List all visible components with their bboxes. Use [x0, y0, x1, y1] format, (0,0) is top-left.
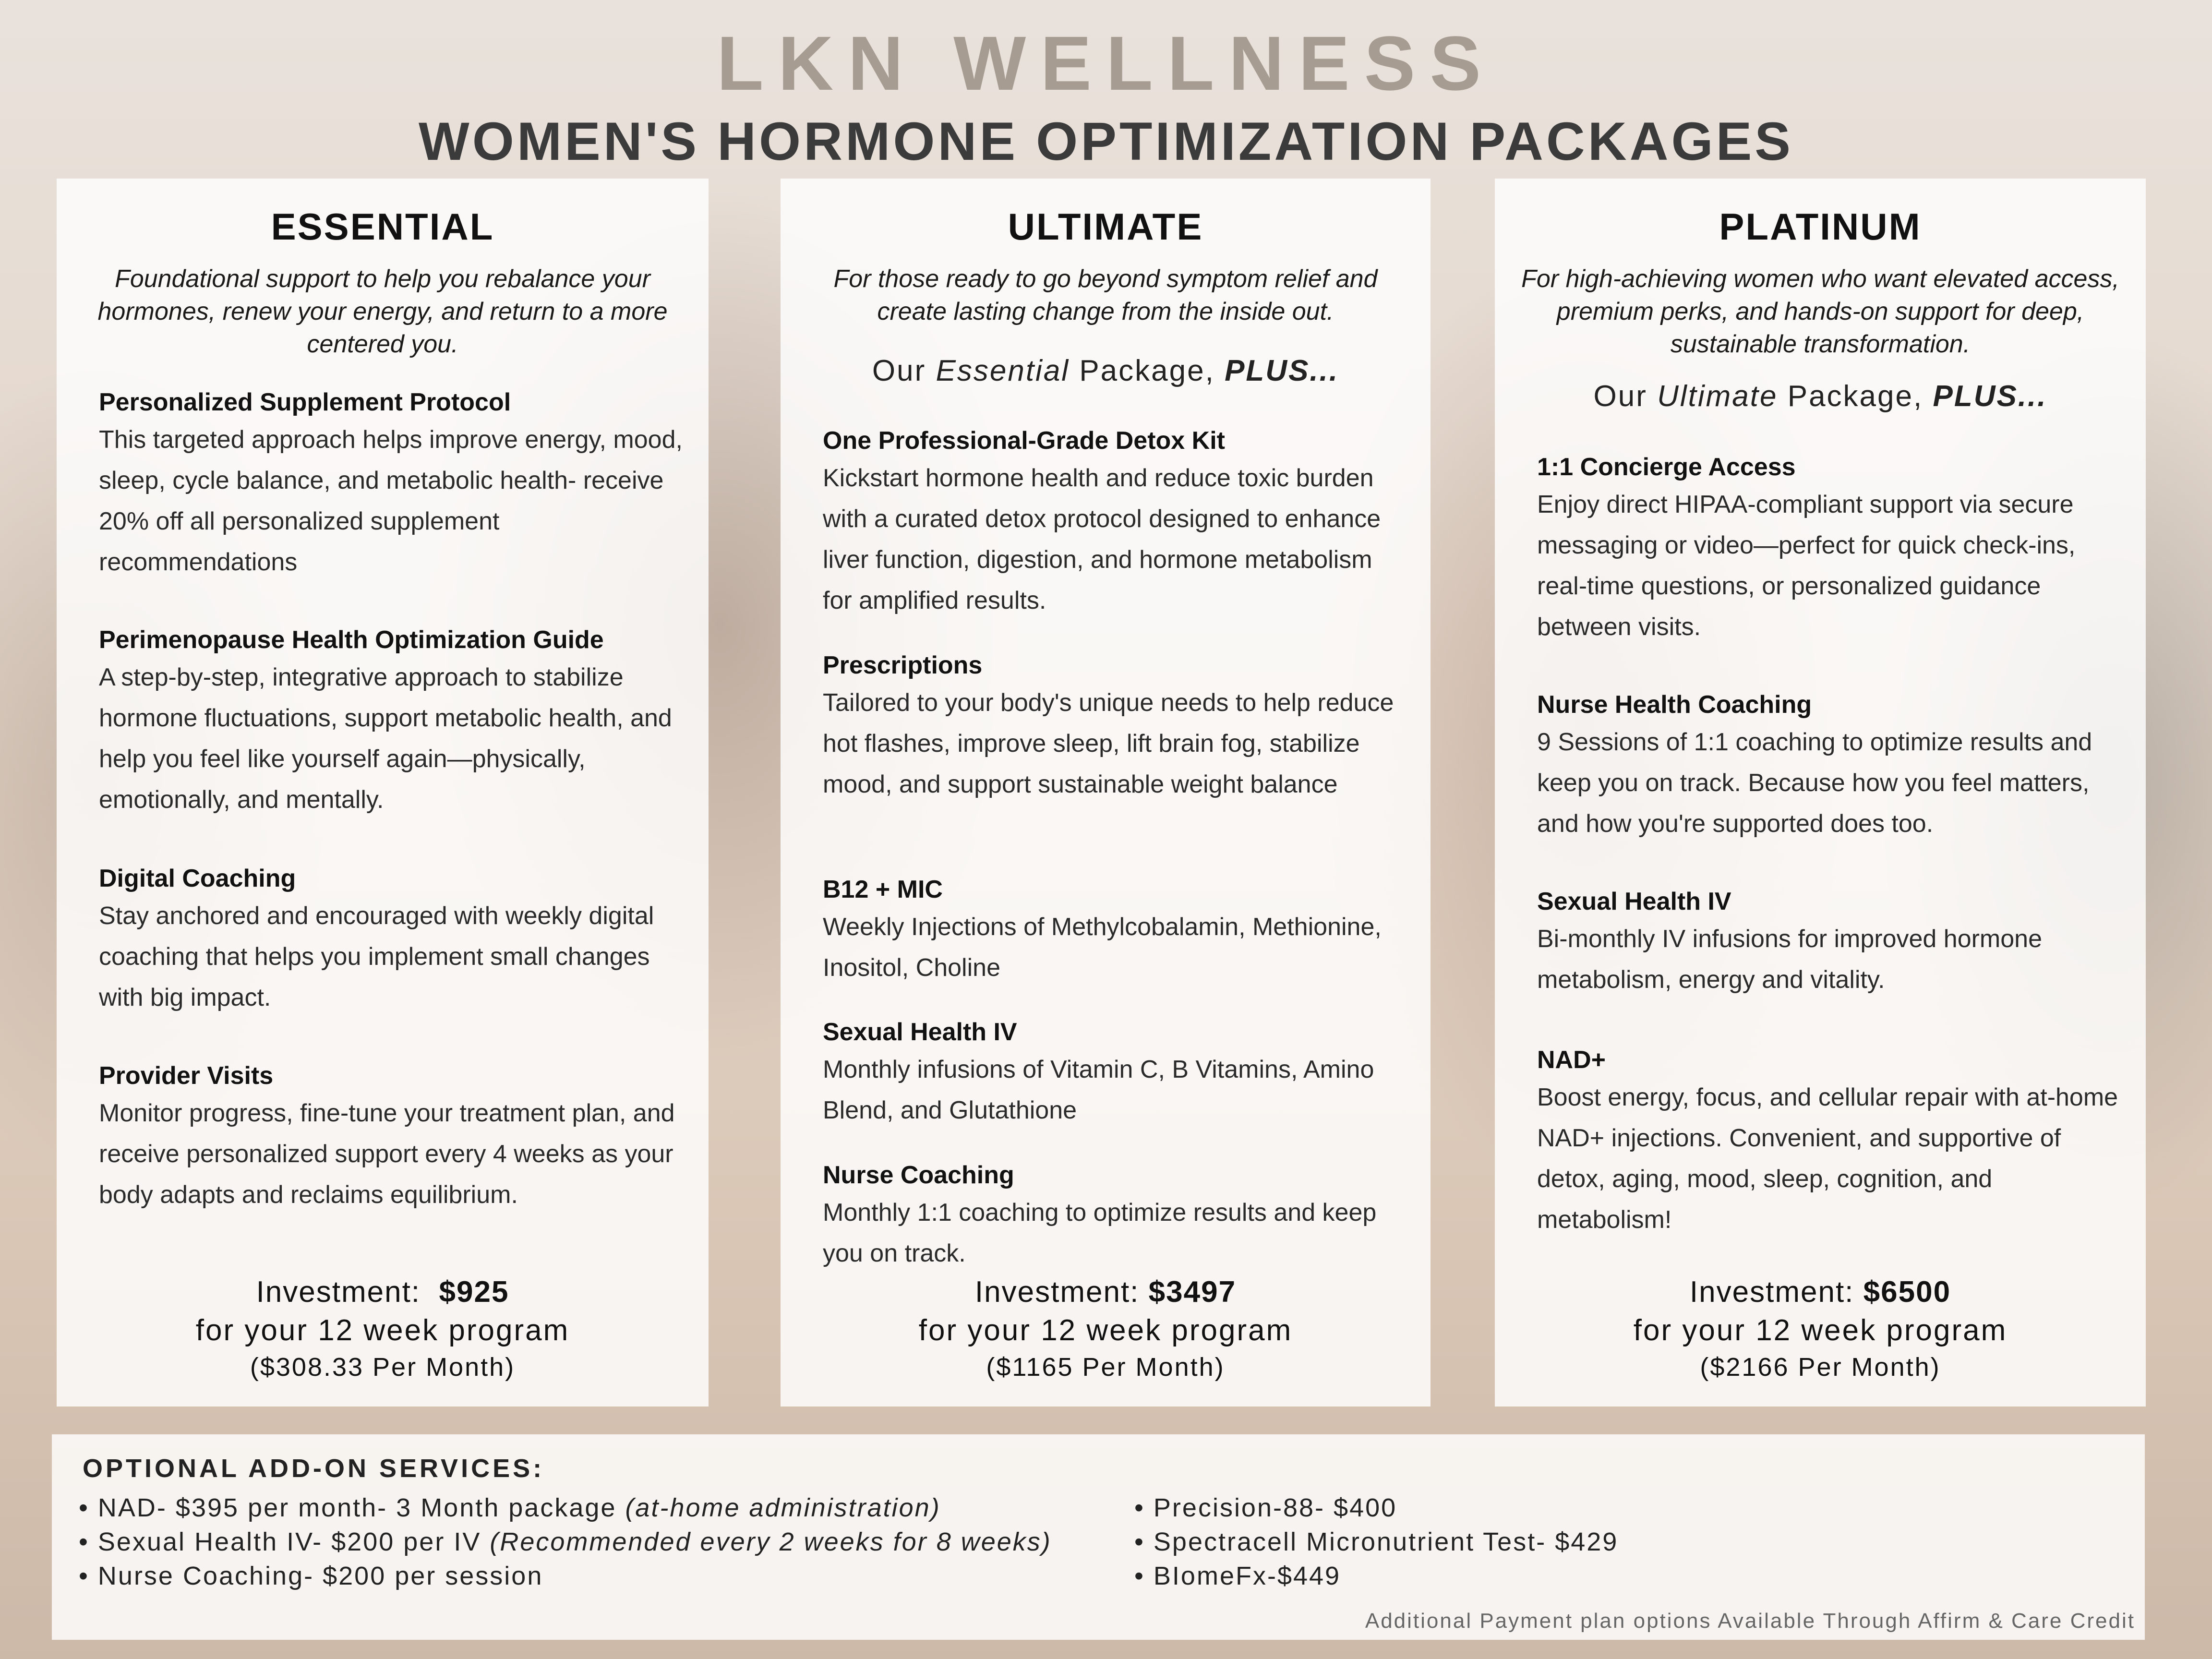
payment-footnote: Additional Payment plan options Available Through Affirm & Care Credit [1365, 1609, 2135, 1633]
program-length: for your 12 week program [918, 1314, 1293, 1347]
item-title: Prescriptions [823, 651, 983, 679]
addons-list-left [79, 1491, 1052, 1593]
package-card-ultimate [781, 179, 1431, 1407]
addon-item: • Precision-88- $400 [1134, 1493, 1397, 1522]
package-name: ULTIMATE [1008, 205, 1203, 248]
item-title: Sexual Health IV [823, 1018, 1017, 1046]
addon-item: • Nurse Coaching- $200 per session [79, 1562, 543, 1590]
item-title: Sexual Health IV [1537, 888, 1731, 915]
program-length: for your 12 week program [1633, 1314, 2008, 1347]
item-description: Monthly 1:1 coaching to optimize results and keep you on track. [823, 1199, 1377, 1267]
monthly-price: ($1165 Per Month) [986, 1353, 1225, 1382]
addon-item: • NAD- $395 per month- 3 Month package (at-home administration) [79, 1493, 941, 1522]
investment-block [781, 1273, 1431, 1384]
package-item [823, 1158, 1407, 1274]
package-item [99, 623, 685, 820]
package-name: ESSENTIAL [271, 205, 494, 248]
page-subtitle: WOMEN'S HORMONE OPTIMIZATION PACKAGES [418, 111, 1793, 171]
package-card-essential [57, 179, 709, 1407]
item-description: 9 Sessions of 1:1 coaching to optimize results and keep you on track. Because how you feel matters, and how you're supported does too. [1537, 728, 2092, 838]
monthly-price: ($2166 Per Month) [1700, 1353, 1941, 1382]
item-title: Nurse Health Coaching [1537, 691, 1812, 719]
package-tagline: Foundational support to help you rebalance your hormones, renew your energy, and return to a more centered you. [97, 265, 668, 358]
package-item [823, 1015, 1407, 1131]
brand-title: LKN WELLNESS [716, 20, 1496, 106]
item-description: A step-by-step, integrative approach to stabilize hormone fluctuations, support metabolic health, and help you feel like yourself again—physically, emotionally, and mentally. [99, 663, 672, 814]
investment-block [57, 1273, 709, 1384]
item-description: Kickstart hormone health and reduce toxic burden with a curated detox protocol designed to enhance liver function, digestion, and hormone metabolism for amplified results. [823, 464, 1381, 614]
item-title: Personalized Supplement Protocol [99, 388, 511, 416]
includes-previous-package: Our Ultimate Package, PLUS... [1593, 380, 2047, 413]
package-item [823, 648, 1407, 805]
investment-label: Investment: [1689, 1275, 1854, 1309]
investment-block [1495, 1273, 2146, 1384]
investment-label: Investment: [974, 1275, 1140, 1309]
item-description: Bi-monthly IV infusions for improved hormone metabolism, energy and vitality. [1537, 925, 2043, 994]
item-title: One Professional-Grade Detox Kit [823, 427, 1225, 455]
item-description: Stay anchored and encouraged with weekly digital coaching that helps you implement small changes with big impact. [99, 902, 654, 1011]
package-name: PLATINUM [1719, 205, 1922, 248]
price: $6500 [1863, 1275, 1951, 1309]
item-title: Provider Visits [99, 1062, 274, 1090]
item-description: Weekly Injections of Methylcobalamin, Methionine, Inositol, Choline [823, 913, 1382, 982]
package-item [823, 872, 1407, 988]
package-item [1537, 1043, 2122, 1240]
package-item [1537, 884, 2122, 1000]
addon-item: • Sexual Health IV- $200 per IV (Recommended every 2 weeks for 8 weeks) [79, 1527, 1052, 1556]
package-tagline: For high-achieving women who want elevated access, premium perks, and hands-on support for deep, sustainable transformation. [1521, 265, 2119, 358]
package-item [1537, 687, 2122, 844]
price: $3497 [1148, 1275, 1237, 1309]
package-item [1537, 450, 2122, 648]
item-description: Enjoy direct HIPAA-compliant support via secure messaging or video—perfect for quick check-ins, real-time questions, or personalized guidance between visits. [1537, 491, 2076, 641]
includes-previous-package: Our Essential Package, PLUS... [872, 354, 1339, 387]
item-description: Monthly infusions of Vitamin C, B Vitamins, Amino Blend, and Glutathione [823, 1056, 1374, 1124]
addon-services-panel [52, 1434, 2145, 1640]
item-title: 1:1 Concierge Access [1537, 453, 1796, 481]
addon-item: • Spectracell Micronutrient Test- $429 [1134, 1527, 1619, 1556]
item-title: Nurse Coaching [823, 1161, 1014, 1189]
price: $925 [439, 1275, 509, 1309]
item-description: Boost energy, focus, and cellular repair with at-home NAD+ injections. Convenient, and supportive of detox, aging, mood, sleep, cognition, and metabolism! [1537, 1083, 2118, 1234]
package-card-platinum [1495, 179, 2146, 1407]
package-item [99, 1058, 685, 1215]
addons-title: OPTIONAL ADD-ON SERVICES: [83, 1454, 545, 1483]
item-title: B12 + MIC [823, 876, 943, 903]
package-item [99, 861, 685, 1018]
item-title: Perimenopause Health Optimization Guide [99, 626, 604, 654]
item-description: Monitor progress, fine-tune your treatment plan, and receive personalized support every 4 weeks as your body adapts and reclaims equilibrium. [99, 1099, 675, 1209]
investment-label: Investment: [256, 1275, 421, 1309]
package-item [99, 385, 685, 583]
item-title: NAD+ [1537, 1046, 1606, 1074]
program-length: for your 12 week program [195, 1314, 570, 1347]
addons-list-right [1134, 1491, 1618, 1593]
monthly-price: ($308.33 Per Month) [250, 1353, 516, 1382]
item-title: Digital Coaching [99, 865, 296, 892]
item-description: This targeted approach helps improve energy, mood, sleep, cycle balance, and metabolic health- receive 20% off all personalized supplement recommendations [99, 426, 683, 576]
package-item [823, 423, 1407, 621]
package-tagline: For those ready to go beyond symptom relief and create lasting change from the inside out. [833, 265, 1378, 325]
item-description: Tailored to your body's unique needs to help reduce hot flashes, improve sleep, lift brain fog, stabilize mood, and support sustainable weight balance [823, 689, 1394, 798]
addon-item: • BIomeFx-$449 [1134, 1562, 1341, 1590]
